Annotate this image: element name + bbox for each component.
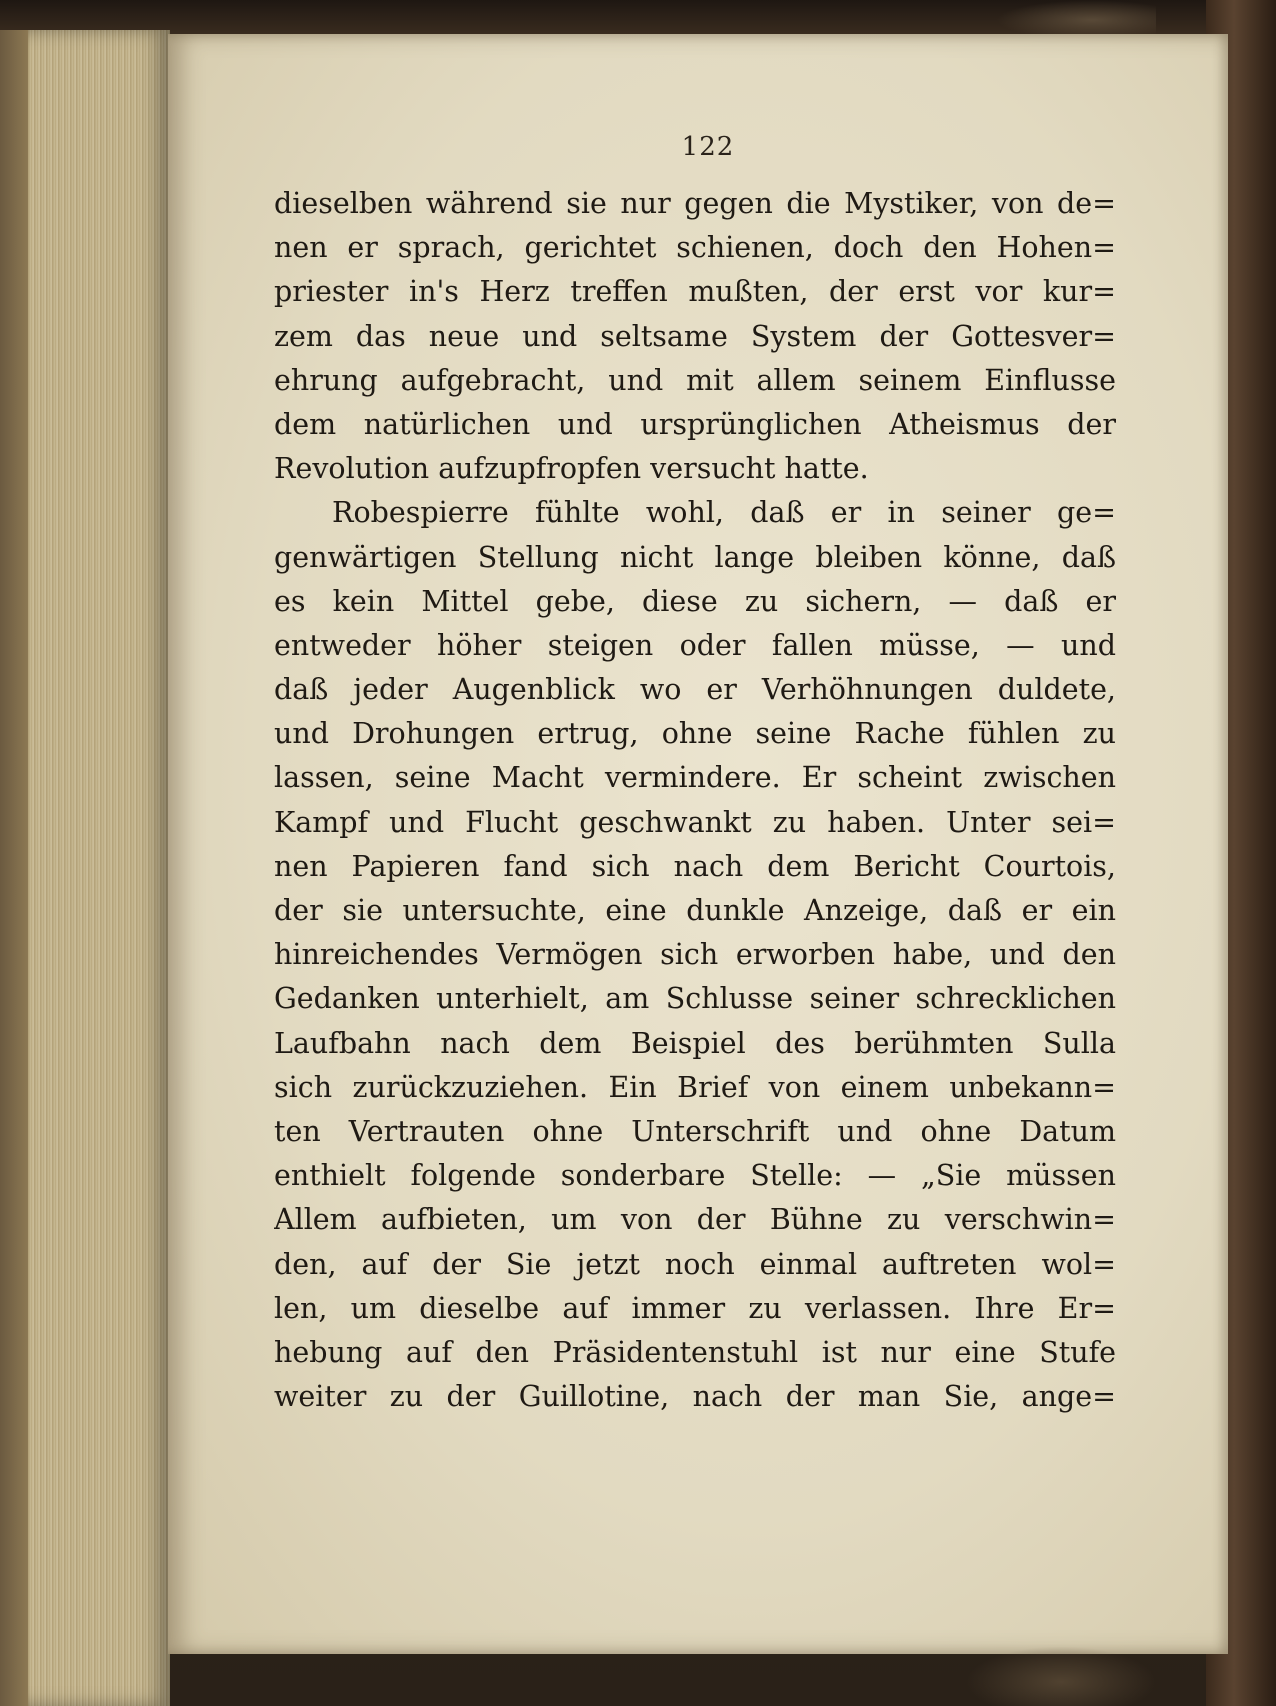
text-line: es kein Mittel gebe, diese zu sichern, — daß er [274,584,1116,618]
binding-edge [0,30,28,1706]
bookmark-thread-bottom [966,1646,1156,1706]
text-line: sich zurückzuziehen. Ein Brief von einem unbekann= [274,1070,1116,1104]
text-line: Gedanken unterhielt, am Schlusse seiner schrecklichen [274,982,1116,1016]
text-line: lassen, seine Macht vermindere. Er scheint zwischen [274,761,1116,795]
text-line: priester in's Herz treffen mußten, der erst vor kur= [274,275,1116,309]
text-line: daß jeder Augenblick wo er Verhöhnungen duldete, [274,673,1116,707]
text-line: den, auf der Sie jetzt noch einmal auftreten wol= [274,1247,1116,1281]
text-line: dem natürlichen und ursprünglichen Atheismus der [274,407,1116,441]
text-line: Laufbahn nach dem Beispiel des berühmten Sulla [274,1026,1116,1060]
text-line: nen er sprach, gerichtet schienen, doch den Hohen= [274,231,1116,265]
text-line: weiter zu der Guillotine, nach der man Sie, ange= [274,1380,1116,1414]
body-text [274,182,1116,1419]
text-line: Revolution aufzupfropfen versucht hatte. [274,452,869,486]
text-line: entweder höher steigen oder fallen müsse, — und [274,628,1116,662]
text-line: genwärtigen Stellung nicht lange bleiben könne, daß [274,540,1116,574]
text-line: hinreichendes Vermögen sich erworben habe, und den [274,938,1116,972]
text-line: ehrung aufgebracht, und mit allem seinem Einflusse [274,363,1116,397]
text-line: zem das neue und seltsame System der Gottesver= [274,319,1116,353]
text-line: hebung auf den Präsidentenstuhl ist nur eine Stufe [274,1335,1116,1369]
text-line: enthielt folgende sonderbare Stelle: — „Sie müssen [274,1159,1116,1193]
text-line: der sie untersuchte, eine dunkle Anzeige, daß er ein [274,894,1116,927]
text-line: Robespierre fühlte wohl, daß er in seiner ge= [332,496,1116,530]
page-number: 122 [681,132,735,162]
text-line: Kampf und Flucht geschwankt zu haben. Unter sei= [274,805,1116,839]
text-line: Allem aufbieten, um von der Bühne zu verschwin= [274,1203,1116,1237]
text-line: len, um dieselbe auf immer zu verlassen. Ihre Er= [274,1291,1116,1325]
text-line: dieselben während sie nur gegen die Mystiker, von de= [274,187,1116,220]
text-line: nen Papieren fand sich nach dem Bericht Courtois, [274,849,1116,883]
text-line: und Drohungen ertrug, ohne seine Rache fühlen zu [274,717,1116,751]
text-line: ten Vertrauten ohne Unterschrift und ohne Datum [274,1114,1116,1148]
book-page [168,34,1228,1654]
